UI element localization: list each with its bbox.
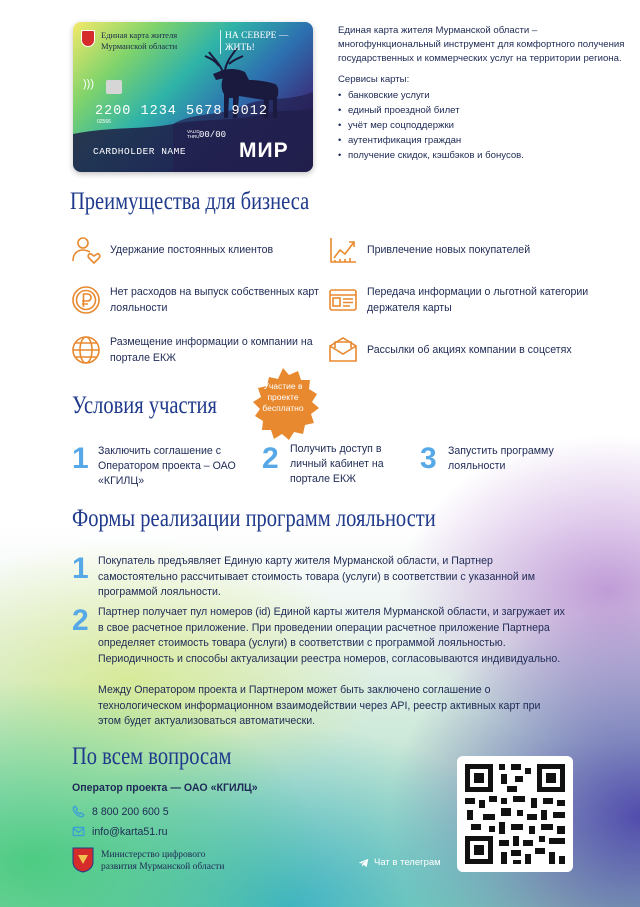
service-item: • единый проездной билет xyxy=(338,103,628,118)
card-number: 2200 1234 5678 9012 xyxy=(95,104,268,119)
phone-icon xyxy=(72,805,85,818)
service-item: • аутентификация граждан xyxy=(338,133,628,148)
advantage-text: Передача информации о льготной категории держателя карты xyxy=(367,286,589,314)
step-number: 2 xyxy=(262,442,279,475)
phone-number: 8 800 200 600 5 xyxy=(92,805,169,818)
service-item: • банковские услуги xyxy=(338,88,628,103)
murmansk-emblem-icon xyxy=(81,30,95,47)
telegram-chat-link[interactable] xyxy=(358,857,441,868)
step-text: Получить доступ в личный кабинет на портале ЕКЖ xyxy=(290,443,384,485)
form-extra-text: Между Оператором проекта и Партнером может быть заключено соглашение о технологическом информационном взаимодействии через API, реестр активных карт при этом будет актуализоваться автоматически. xyxy=(98,684,541,728)
advantage-item xyxy=(327,234,617,266)
advantage-text: Привлечение новых покупателей xyxy=(367,244,531,256)
card-valid-date: 00/00 xyxy=(199,130,227,140)
advantage-item xyxy=(70,334,320,366)
intro-block xyxy=(338,24,628,163)
telegram-label: Чат в телеграм xyxy=(374,857,441,868)
conditions-title: Условия участия xyxy=(72,392,217,419)
step-number: 3 xyxy=(420,442,437,475)
mir-logo: МИР xyxy=(239,139,289,162)
step-text: Запустить программу лояльности xyxy=(448,445,554,472)
services-list xyxy=(338,88,628,163)
mail-icon xyxy=(72,825,85,838)
email-address: info@karta51.ru xyxy=(92,825,168,838)
envelope-icon xyxy=(327,334,359,366)
globe-icon xyxy=(70,334,102,366)
id-card-icon xyxy=(327,284,359,316)
advantage-text: Нет расходов на выпуск собственных карт лояльности xyxy=(110,286,319,314)
qr-code-pattern xyxy=(457,756,573,872)
advantage-item xyxy=(327,334,617,366)
chip-icon xyxy=(106,80,122,94)
telegram-icon xyxy=(358,858,369,868)
advantage-text: Рассылки об акциях компании в соцсетях xyxy=(367,344,572,356)
advantages-title: Преимущества для бизнеса xyxy=(70,188,310,215)
advantage-item xyxy=(327,284,617,316)
form-text: Покупатель предъявляет Единую карту жителя Мурманской области, и Партнер самостоятельно рассчитывает стоимость товара (услуги) в соответствии с указанной им программой лояльности. xyxy=(98,555,535,599)
phone-contact[interactable] xyxy=(72,805,169,818)
form-number: 2 xyxy=(72,604,89,637)
qr-code[interactable] xyxy=(457,756,573,872)
step-number: 1 xyxy=(72,442,89,475)
cardholder-name: CARDHOLDER NAME xyxy=(93,146,187,157)
ruble-coin-icon xyxy=(70,284,102,316)
badge-text: Участие в проекте бесплатно xyxy=(262,381,304,413)
service-item: • получение скидок, кэшбэков и бонусов. xyxy=(338,148,628,163)
contactless-icon: ))) xyxy=(83,78,94,90)
email-contact[interactable] xyxy=(72,825,168,838)
murmansk-emblem-icon xyxy=(72,847,94,873)
form-number: 1 xyxy=(72,552,89,585)
advantage-item xyxy=(70,284,320,316)
ministry-label: Министерство цифрового развития Мурманской области xyxy=(101,850,225,872)
advantage-item xyxy=(70,234,320,266)
advantage-text: Удержание постоянных клиентов xyxy=(110,244,274,256)
user-heart-icon xyxy=(70,234,102,266)
card-valid-label: VALID THRU xyxy=(187,129,200,139)
service-item: • учёт мер соцподдержки xyxy=(338,118,628,133)
form-text: Партнер получает пул номеров (id) Единой карты жителя Мурманской области, и загружает их в свое расчетное приложение. При проведении операции расчетное приложение Партнера определяет стоимость товара (услуги) в соответствии с программой лояльностью. Периодичность и способы актуализации реестра номеров, согласовываются индивидуально. xyxy=(98,606,565,665)
services-title: Сервисы карты: xyxy=(338,74,410,85)
contacts-title: По всем вопросам xyxy=(72,743,232,770)
card-title: Единая карта жителя Мурманской области xyxy=(101,30,178,51)
card-slogan: НА СЕВЕРЕ — ЖИТЬ! xyxy=(220,30,290,54)
intro-description: Единая карта жителя Мурманской области – многофункциональный инструмент для комфортного получения государственных и коммерческих услуг на территории региона. xyxy=(338,25,625,64)
resident-card-image xyxy=(73,22,313,172)
card-small-label: 02566 xyxy=(97,119,111,125)
growth-chart-icon xyxy=(327,234,359,266)
forms-title: Формы реализации программ лояльности xyxy=(72,505,436,532)
step-text: Заключить соглашение с Оператором проекта – ОАО «КГИЛЦ» xyxy=(98,445,236,487)
advantage-text: Размещение информации о компании на портале ЕКЖ xyxy=(110,336,313,364)
operator-label: Оператор проекта — ОАО «КГИЛЦ» xyxy=(72,782,258,794)
